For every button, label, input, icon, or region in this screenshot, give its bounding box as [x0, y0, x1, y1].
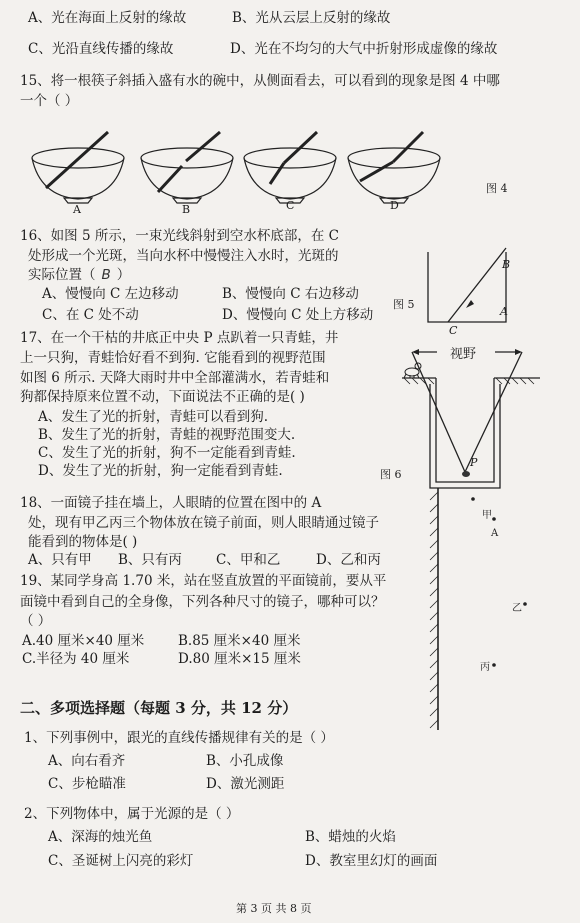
- q15-stem-line2: 一个（ ）: [20, 93, 79, 109]
- q18-stem-line2: 处，现有甲乙丙三个物体放在镜子前面，则人眼睛通过镜子: [28, 515, 379, 531]
- fig5-point-c: C: [449, 324, 458, 337]
- q17-stem-line4: 狗都保持原来位置不动，下面说法不正确的是( ): [20, 389, 305, 405]
- q19-stem-line1: 19、某同学身高 1.70 米，站在竖直放置的平面镜前，要从平: [20, 573, 387, 589]
- mq1-option-c: C、步枪瞄准: [48, 776, 126, 792]
- q18-stem-line1: 18、一面镜子挂在墙上，人眼睛的位置在图中的 A: [20, 495, 322, 511]
- q16-stem-line3: 实际位置（ B ）: [28, 267, 131, 283]
- q19-option-d: D.80 厘米×15 厘米: [178, 651, 301, 667]
- handwritten-answer: B: [101, 267, 111, 283]
- mq2-option-a: A、深海的烛光鱼: [48, 829, 153, 845]
- q16-option-b: B、慢慢向 C 右边移动: [222, 286, 359, 302]
- mq1-option-d: D、激光测距: [206, 776, 285, 792]
- q14-option-c: C、光沿直线传播的缘故: [28, 41, 174, 57]
- figure-6-caption: 图 6: [380, 468, 402, 481]
- q15-stem-line1: 15、将一根筷子斜插入盛有水的碗中，从侧面看去，可以看到的现象是图 4 中哪: [20, 73, 500, 89]
- bowl-b-label: B: [182, 203, 191, 216]
- fig18-label-a: A: [491, 528, 499, 539]
- q14-option-a: A、光在海面上反射的缘故: [28, 10, 187, 26]
- mq2-option-c: C、圣诞树上闪亮的彩灯: [48, 853, 194, 869]
- q18-option-c: C、甲和乙: [216, 552, 281, 568]
- fig6-point-p: P: [470, 456, 478, 469]
- q17-option-b: B、发生了光的折射，青蛙的视野范围变大.: [38, 427, 296, 443]
- section-2-title: 二、多项选择题（每题 3 分，共 12 分）: [20, 699, 298, 717]
- fig5-point-b: B: [502, 258, 511, 271]
- page-number: 第 3 页 共 8 页: [236, 902, 312, 915]
- figure-5-caption: 图 5: [393, 298, 415, 311]
- q18-option-a: A、只有甲: [28, 552, 92, 568]
- q19-option-b: B.85 厘米×40 厘米: [178, 633, 301, 649]
- mq2-stem: 2、下列物体中，属于光源的是（ ）: [24, 806, 240, 822]
- q19-option-c: C.半径为 40 厘米: [22, 651, 130, 667]
- bowl-c-label: C: [286, 199, 295, 212]
- mq2-option-b: B、蜡烛的火焰: [305, 829, 396, 845]
- q17-option-c: C、发生了光的折射，狗不一定能看到青蛙.: [38, 445, 296, 461]
- q17-stem-line3: 如图 6 所示. 天降大雨时井中全部灌满水，若青蛙和: [20, 370, 330, 386]
- q16-option-c: C、在 C 处不动: [42, 307, 139, 323]
- fig5-point-a: A: [500, 305, 508, 318]
- q14-option-b: B、光从云层上反射的缘故: [232, 10, 391, 26]
- q19-stem-line3: （ ）: [20, 613, 52, 629]
- figure-4-caption: 图 4: [486, 182, 508, 195]
- q14-option-d: D、光在不均匀的大气中折射形成虚像的缘故: [230, 41, 498, 57]
- bowl-a-label: A: [73, 203, 81, 216]
- q16-stem-line2: 处形成一个光斑，当向水杯中慢慢注入水时，光斑的: [28, 248, 339, 264]
- q18-option-d: D、乙和丙: [316, 552, 381, 568]
- q16-option-d: D、慢慢向 C 处上方移动: [222, 307, 374, 323]
- fig18-label-bing: 丙: [480, 662, 490, 673]
- fig18-label-jia: 甲: [482, 510, 492, 521]
- q17-stem-line1: 17、在一个干枯的井底正中央 P 点趴着一只青蛙，井: [20, 330, 339, 346]
- bowl-d-label: D: [390, 199, 399, 212]
- q18-stem-line3: 能看到的物体是( ): [28, 534, 138, 550]
- mq1-option-a: A、向右看齐: [48, 753, 126, 769]
- q19-option-a: A.40 厘米×40 厘米: [22, 633, 145, 649]
- q17-option-a: A、发生了光的折射，青蛙可以看到狗.: [38, 409, 269, 425]
- q18-option-b: B、只有丙: [118, 552, 182, 568]
- mq1-stem: 1、下列事例中，跟光的直线传播规律有关的是（ ）: [24, 730, 334, 746]
- mq1-option-b: B、小孔成像: [206, 753, 284, 769]
- q16-stem-line1: 16、如图 5 所示，一束光线斜射到空水杯底部，在 C: [20, 228, 339, 244]
- mq2-option-d: D、教室里幻灯的画面: [305, 853, 438, 869]
- q17-option-d: D、发生了光的折射，狗一定能看到青蛙.: [38, 463, 283, 479]
- q16-option-a: A、慢慢向 C 左边移动: [42, 286, 179, 302]
- q17-stem-line2: 上一只狗，青蛙恰好看不到狗. 它能看到的视野范围: [20, 350, 326, 366]
- fig18-label-yi: 乙: [512, 603, 522, 614]
- fig6-view-label: 视野: [450, 347, 477, 362]
- q19-stem-line2: 面镜中看到自己的全身像，下列各种尺寸的镜子，哪种可以？: [20, 594, 385, 610]
